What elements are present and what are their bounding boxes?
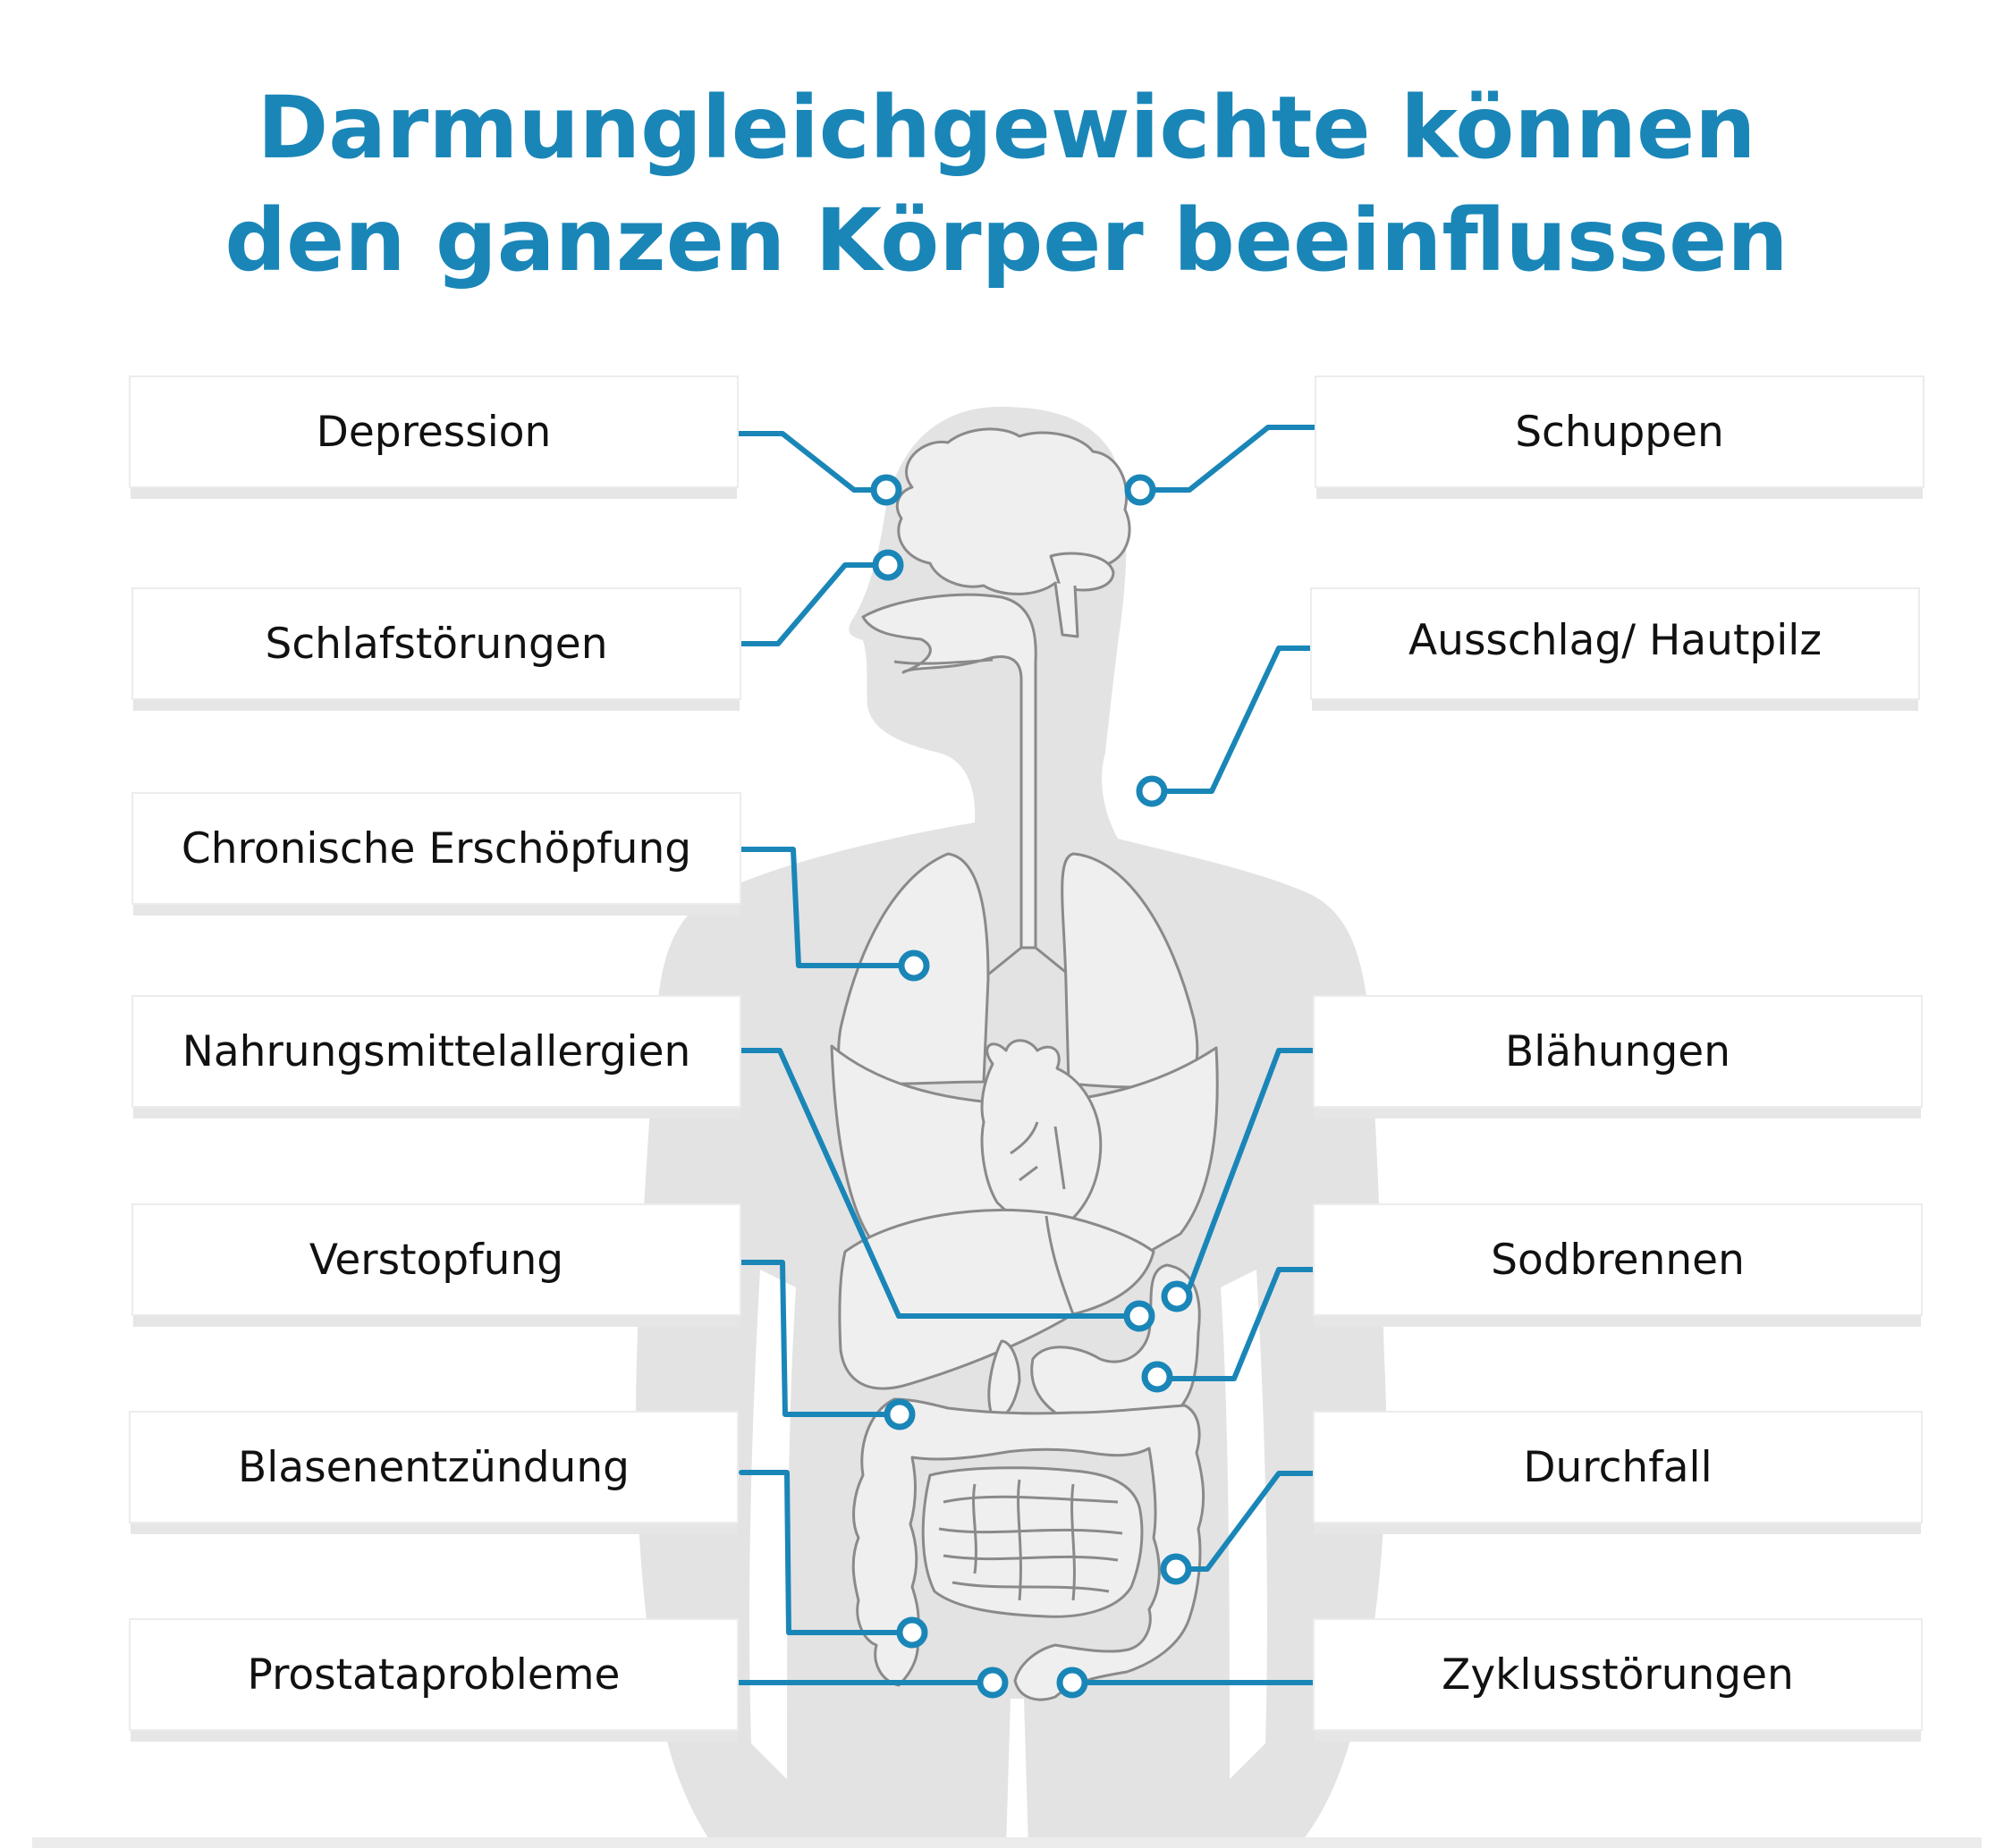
small-intestine xyxy=(923,1468,1142,1617)
label-text: Durchfall xyxy=(1523,1442,1713,1492)
label-text: Sodbrennen xyxy=(1491,1235,1745,1285)
connector-dot xyxy=(980,1670,1005,1695)
label-text: Verstopfung xyxy=(309,1235,564,1285)
label-text: Blasenentzündung xyxy=(238,1442,630,1492)
label-nahrungsmittelallergien xyxy=(133,997,740,1106)
connector-schuppen xyxy=(1154,427,1315,490)
label-text: Ausschlag/ Hautpilz xyxy=(1408,616,1822,665)
label-chronische-erschoepfung xyxy=(133,794,740,903)
label-text: Chronische Erschöpfung xyxy=(181,823,692,873)
label-text: Schuppen xyxy=(1515,407,1724,457)
connector-dot xyxy=(1163,1557,1188,1582)
connector-dot xyxy=(874,477,899,502)
label-verstopfung xyxy=(133,1205,740,1314)
label-text: Blähungen xyxy=(1504,1026,1730,1076)
title-line-1: Darmungleichgewichte können xyxy=(257,78,1756,178)
connector-dot xyxy=(900,1620,925,1645)
connector-dot xyxy=(1128,477,1153,502)
label-blasenentzuendung xyxy=(131,1413,737,1522)
connector-dot xyxy=(875,553,901,578)
label-depression xyxy=(131,377,737,486)
label-ausschlag-hautpilz xyxy=(1312,589,1918,698)
title-line-2: den ganzen Körper beeinflussen xyxy=(224,190,1789,291)
organs xyxy=(832,429,1217,1700)
connector-depression xyxy=(739,434,872,490)
connector-dot xyxy=(901,953,926,978)
label-zyklusstoerungen xyxy=(1315,1620,1921,1729)
label-text: Depression xyxy=(316,407,552,457)
label-prostataprobleme xyxy=(131,1620,737,1729)
footer-bar xyxy=(32,1837,1982,1848)
label-text: Schlafstörungen xyxy=(265,619,608,669)
label-text: Prostataprobleme xyxy=(247,1650,621,1700)
connector-dot xyxy=(1060,1670,1085,1695)
connector-ausschlag xyxy=(1164,648,1311,791)
label-text: Zyklusstörungen xyxy=(1442,1650,1794,1700)
connector-dot xyxy=(1145,1364,1170,1389)
connector-dot xyxy=(887,1402,912,1427)
label-schlafstoerungen xyxy=(133,589,740,698)
label-blaehungen xyxy=(1315,997,1921,1106)
connector-dot xyxy=(1164,1284,1189,1309)
connector-dot xyxy=(1127,1304,1152,1329)
label-schuppen xyxy=(1316,377,1923,486)
label-sodbrennen xyxy=(1315,1205,1921,1314)
connector-dot xyxy=(1139,779,1164,804)
label-text: Nahrungsmittelallergien xyxy=(182,1026,691,1076)
label-durchfall xyxy=(1315,1413,1921,1522)
